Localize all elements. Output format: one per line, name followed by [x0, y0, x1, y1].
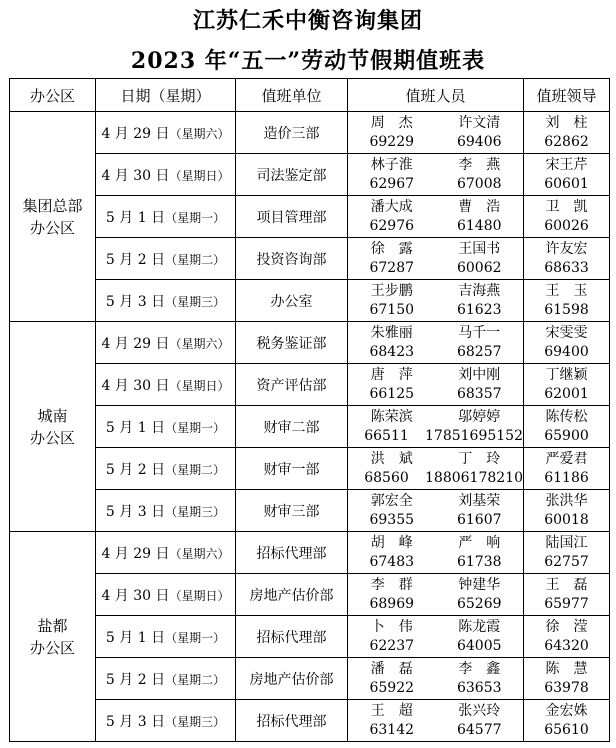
- office-name-line1: 城南: [37, 406, 68, 425]
- leader-phone: 68633: [544, 259, 589, 276]
- header-leader: 值班领导: [524, 79, 610, 112]
- leader-cell: [524, 658, 610, 700]
- table-body: [10, 112, 610, 742]
- staff-phone-row: [348, 469, 523, 488]
- leader-name: 许友宏: [545, 240, 588, 257]
- date-cell: [96, 574, 236, 616]
- leader-phone: 69400: [544, 343, 589, 360]
- date-cell: [96, 112, 236, 154]
- leader-name: 陈 慧: [545, 660, 588, 677]
- date-text: 5 月 1 日: [105, 209, 166, 226]
- staff-name-row: [348, 492, 523, 511]
- date-text: 5 月 3 日: [105, 713, 166, 730]
- leader-phone: 65977: [544, 595, 589, 612]
- staff-phone: 69229: [369, 133, 415, 150]
- duty-unit: 招标代理部: [236, 616, 348, 658]
- duty-unit: 财审二部: [236, 406, 348, 448]
- duty-unit: 房地产估价部: [236, 658, 348, 700]
- header-office: 办公区: [10, 79, 96, 112]
- staff-name-row: [348, 534, 523, 553]
- staff-phone: 62976: [369, 217, 415, 234]
- leader-cell: [524, 280, 610, 322]
- date-cell: [96, 364, 236, 406]
- duty-unit: 办公室: [236, 280, 348, 322]
- date-text: 5 月 1 日: [105, 629, 166, 646]
- leader-phone: 65610: [544, 721, 589, 738]
- staff-phone-row: [348, 259, 523, 278]
- staff-phone: 66125: [369, 385, 415, 402]
- table-row: [10, 448, 610, 490]
- staff-phone-row: [348, 385, 523, 404]
- date-text: 4 月 29 日: [101, 545, 170, 562]
- table-row: [10, 616, 610, 658]
- leader-cell: [524, 406, 610, 448]
- date-text: 5 月 2 日: [105, 461, 166, 478]
- leader-pair: [524, 408, 609, 446]
- leader-pair: [524, 114, 609, 152]
- leader-cell: [524, 112, 610, 154]
- staff-name-row: [348, 282, 523, 301]
- weekday-text: （星期六）: [169, 546, 230, 561]
- duty-unit: 司法鉴定部: [236, 154, 348, 196]
- weekday-text: （星期三）: [165, 714, 226, 729]
- staff-phone: 68257: [456, 343, 502, 360]
- staff-phone-row: [348, 133, 523, 152]
- weekday-text: （星期六）: [169, 336, 230, 351]
- date-text: 4 月 29 日: [101, 125, 170, 142]
- staff-name: 唐 萍: [370, 366, 413, 383]
- leader-cell: [524, 196, 610, 238]
- staff-phone: 61623: [456, 301, 502, 318]
- table-row: [10, 322, 610, 364]
- leader-name: 徐 滢: [545, 618, 588, 635]
- staff-phone: 67483: [369, 553, 415, 570]
- leader-name: 张洪华: [545, 492, 588, 509]
- staff-pairs: [348, 660, 523, 698]
- leader-name: 卫 凯: [545, 198, 588, 215]
- leader-pair: [524, 576, 609, 614]
- leader-cell: [524, 238, 610, 280]
- staff-phone-row: [348, 343, 523, 362]
- staff-cell: [348, 112, 524, 154]
- staff-pairs: [348, 534, 523, 572]
- leader-pair: [524, 492, 609, 530]
- staff-name: 丁 玲: [458, 450, 501, 467]
- leader-phone: 60601: [544, 175, 589, 192]
- staff-cell: [348, 490, 524, 532]
- staff-pairs: [348, 450, 523, 488]
- date-cell: [96, 490, 236, 532]
- leader-phone: 61598: [544, 301, 589, 318]
- staff-cell: [348, 280, 524, 322]
- staff-cell: [348, 574, 524, 616]
- staff-cell: [348, 448, 524, 490]
- leader-phone: 62757: [544, 553, 589, 570]
- staff-name: 卜 伟: [370, 618, 413, 635]
- staff-phone: 67150: [369, 301, 415, 318]
- office-cell: [10, 532, 96, 742]
- leader-name: 严爱君: [545, 450, 588, 467]
- staff-name-row: [348, 450, 523, 469]
- staff-phone: 18806178210: [425, 469, 523, 486]
- staff-cell: [348, 364, 524, 406]
- duty-unit: 招标代理部: [236, 700, 348, 742]
- leader-phone: 60026: [544, 217, 589, 234]
- date-cell: [96, 658, 236, 700]
- staff-name: 潘 磊: [370, 660, 413, 677]
- date-text: 5 月 2 日: [105, 671, 166, 688]
- table-row: [10, 280, 610, 322]
- leader-pair: [524, 450, 609, 488]
- office-name-line2: 办公区: [29, 218, 75, 237]
- leader-name: 陈传松: [545, 408, 588, 425]
- header-unit: 值班单位: [236, 79, 348, 112]
- staff-pairs: [348, 198, 523, 236]
- staff-phone: 63142: [369, 721, 415, 738]
- leader-name: 刘 柱: [545, 114, 588, 131]
- leader-phone: 61186: [544, 469, 589, 486]
- staff-name: 徐 露: [370, 240, 413, 257]
- staff-phone: 62237: [369, 637, 415, 654]
- staff-name-row: [348, 198, 523, 217]
- staff-name: 洪 斌: [370, 450, 413, 467]
- staff-pairs: [348, 618, 523, 656]
- leader-pair: [524, 282, 609, 320]
- duty-unit: 招标代理部: [236, 532, 348, 574]
- staff-phone-row: [348, 427, 523, 446]
- staff-name-row: [348, 618, 523, 637]
- leader-pair: [524, 198, 609, 236]
- office-name-line2: 办公区: [29, 638, 75, 657]
- weekday-text: （星期一）: [165, 420, 226, 435]
- leader-cell: [524, 574, 610, 616]
- staff-name-row: [348, 114, 523, 133]
- staff-name: 邬婷婷: [458, 408, 501, 425]
- leader-pair: [524, 156, 609, 194]
- leader-pair: [524, 324, 609, 362]
- leader-cell: [524, 322, 610, 364]
- staff-cell: [348, 196, 524, 238]
- leader-phone: 60018: [544, 511, 589, 528]
- leader-pair: [524, 366, 609, 404]
- office-name-line1: 盐都: [37, 616, 68, 635]
- weekday-text: （星期日）: [169, 168, 230, 183]
- staff-name: 林子淮: [370, 156, 413, 173]
- staff-name: 刘基荣: [458, 492, 501, 509]
- leader-name: 王 磊: [545, 576, 588, 593]
- leader-phone: 62862: [544, 133, 589, 150]
- date-cell: [96, 280, 236, 322]
- staff-name: 曹 浩: [458, 198, 501, 215]
- staff-name: 王步鹏: [370, 282, 413, 299]
- date-cell: [96, 700, 236, 742]
- leader-cell: [524, 532, 610, 574]
- document-subtitle: 2023 年“五一”劳动节假期值班表: [130, 48, 486, 74]
- staff-cell: [348, 700, 524, 742]
- staff-phone: 64005: [456, 637, 502, 654]
- leader-name: 王 玉: [545, 282, 588, 299]
- staff-pairs: [348, 408, 523, 446]
- leader-name: 陆国江: [545, 534, 588, 551]
- staff-phone: 68423: [369, 343, 415, 360]
- weekday-text: （星期二）: [165, 672, 226, 687]
- duty-roster-table: [9, 78, 610, 742]
- header-staff: 值班人员: [348, 79, 524, 112]
- table-row: [10, 238, 610, 280]
- weekday-text: （星期日）: [169, 588, 230, 603]
- duty-unit: 投资咨询部: [236, 238, 348, 280]
- staff-name: 陈荣滨: [370, 408, 413, 425]
- duty-unit: 税务鉴证部: [236, 322, 348, 364]
- staff-phone-row: [348, 301, 523, 320]
- staff-phone: 67287: [369, 259, 415, 276]
- staff-cell: [348, 154, 524, 196]
- office-name-line1: 集团总部: [22, 196, 83, 215]
- table-row: [10, 196, 610, 238]
- staff-name: 郭宏全: [370, 492, 413, 509]
- date-text: 5 月 3 日: [105, 503, 166, 520]
- leader-cell: [524, 616, 610, 658]
- staff-name: 李 鑫: [458, 660, 501, 677]
- weekday-text: （星期三）: [165, 294, 226, 309]
- leader-cell: [524, 154, 610, 196]
- date-text: 5 月 2 日: [105, 251, 166, 268]
- staff-phone: 68969: [369, 595, 415, 612]
- leader-phone: 62001: [544, 385, 589, 402]
- weekday-text: （星期一）: [165, 210, 226, 225]
- staff-name: 吉海燕: [458, 282, 501, 299]
- staff-phone: 67008: [456, 175, 502, 192]
- staff-name: 陈龙霞: [458, 618, 501, 635]
- staff-pairs: [348, 324, 523, 362]
- weekday-text: （星期三）: [165, 504, 226, 519]
- office-cell: [10, 112, 96, 322]
- date-text: 5 月 1 日: [105, 419, 166, 436]
- office-name-line2: 办公区: [29, 428, 75, 447]
- staff-phone: 61480: [456, 217, 502, 234]
- staff-name-row: [348, 660, 523, 679]
- staff-name: 张兴玲: [458, 702, 501, 719]
- staff-name: 胡 峰: [370, 534, 413, 551]
- staff-phone: 69406: [456, 133, 502, 150]
- leader-pair: [524, 702, 609, 740]
- staff-name: 马千一: [458, 324, 501, 341]
- leader-name: 宋王芹: [545, 156, 588, 173]
- office-cell: [10, 322, 96, 532]
- duty-unit: 造价三部: [236, 112, 348, 154]
- leader-cell: [524, 448, 610, 490]
- table-row: [10, 364, 610, 406]
- table-row: [10, 112, 610, 154]
- table-row: [10, 700, 610, 742]
- date-text: 4 月 30 日: [101, 167, 170, 184]
- weekday-text: （星期日）: [169, 378, 230, 393]
- staff-pairs: [348, 114, 523, 152]
- staff-name-row: [348, 366, 523, 385]
- staff-name: 李 燕: [458, 156, 501, 173]
- document-title: 江苏仁禾中衡咨询集团: [192, 8, 423, 34]
- date-cell: [96, 154, 236, 196]
- staff-phone: 69355: [369, 511, 415, 528]
- staff-name-row: [348, 156, 523, 175]
- table-row: [10, 154, 610, 196]
- staff-cell: [348, 658, 524, 700]
- staff-phone: 61738: [456, 553, 502, 570]
- staff-name: 王 超: [370, 702, 413, 719]
- date-text: 4 月 30 日: [101, 587, 170, 604]
- staff-phone-row: [348, 175, 523, 194]
- leader-pair: [524, 240, 609, 278]
- date-text: 5 月 3 日: [105, 293, 166, 310]
- staff-pairs: [348, 156, 523, 194]
- duty-unit: 资产评估部: [236, 364, 348, 406]
- date-cell: [96, 406, 236, 448]
- leader-pair: [524, 534, 609, 572]
- header-date: 日期（星期）: [96, 79, 236, 112]
- staff-name: 严 响: [458, 534, 501, 551]
- staff-phone-row: [348, 595, 523, 614]
- staff-phone: 68560: [364, 469, 409, 486]
- leader-name: 金宏姝: [545, 702, 588, 719]
- duty-unit: 财审一部: [236, 448, 348, 490]
- staff-phone-row: [348, 511, 523, 530]
- leader-phone: 65900: [544, 427, 589, 444]
- duty-unit: 项目管理部: [236, 196, 348, 238]
- staff-pairs: [348, 240, 523, 278]
- staff-name-row: [348, 324, 523, 343]
- table-row: [10, 658, 610, 700]
- staff-pairs: [348, 492, 523, 530]
- date-cell: [96, 616, 236, 658]
- table-row: [10, 574, 610, 616]
- date-text: 4 月 29 日: [101, 335, 170, 352]
- staff-phone-row: [348, 217, 523, 236]
- date-cell: [96, 322, 236, 364]
- staff-name: 王国书: [458, 240, 501, 257]
- staff-cell: [348, 532, 524, 574]
- staff-phone: 65922: [369, 679, 415, 696]
- leader-cell: [524, 364, 610, 406]
- staff-phone: 17851695152: [425, 427, 523, 444]
- staff-phone: 62967: [369, 175, 415, 192]
- leader-phone: 63978: [544, 679, 589, 696]
- duty-unit: 财审三部: [236, 490, 348, 532]
- staff-cell: [348, 322, 524, 364]
- weekday-text: （星期二）: [165, 252, 226, 267]
- staff-phone-row: [348, 721, 523, 740]
- staff-pairs: [348, 366, 523, 404]
- table-row: [10, 406, 610, 448]
- staff-name: 李 群: [370, 576, 413, 593]
- table-header-row: [10, 79, 610, 112]
- staff-name: 周 杰: [370, 114, 413, 131]
- staff-pairs: [348, 702, 523, 740]
- date-cell: [96, 532, 236, 574]
- date-text: 4 月 30 日: [101, 377, 170, 394]
- staff-name: 钟建华: [458, 576, 501, 593]
- staff-phone: 64577: [456, 721, 502, 738]
- leader-name: 丁继颖: [545, 366, 588, 383]
- staff-name: 朱雅丽: [370, 324, 413, 341]
- weekday-text: （星期一）: [165, 630, 226, 645]
- staff-phone-row: [348, 637, 523, 656]
- leader-cell: [524, 490, 610, 532]
- staff-name: 潘大成: [370, 198, 413, 215]
- staff-name-row: [348, 240, 523, 259]
- staff-name-row: [348, 408, 523, 427]
- staff-cell: [348, 238, 524, 280]
- staff-phone: 63653: [456, 679, 502, 696]
- staff-phone: 60062: [456, 259, 502, 276]
- staff-cell: [348, 406, 524, 448]
- staff-name: 刘中刚: [458, 366, 501, 383]
- date-cell: [96, 196, 236, 238]
- staff-phone-row: [348, 553, 523, 572]
- staff-pairs: [348, 282, 523, 320]
- leader-cell: [524, 700, 610, 742]
- weekday-text: （星期二）: [165, 462, 226, 477]
- staff-phone: 61607: [456, 511, 502, 528]
- table-row: [10, 532, 610, 574]
- leader-pair: [524, 618, 609, 656]
- date-cell: [96, 238, 236, 280]
- staff-name-row: [348, 576, 523, 595]
- staff-phone: 68357: [456, 385, 502, 402]
- duty-unit: 房地产估价部: [236, 574, 348, 616]
- leader-phone: 64320: [544, 637, 589, 654]
- date-cell: [96, 448, 236, 490]
- staff-name-row: [348, 702, 523, 721]
- leader-pair: [524, 660, 609, 698]
- staff-pairs: [348, 576, 523, 614]
- staff-cell: [348, 616, 524, 658]
- weekday-text: （星期六）: [169, 126, 230, 141]
- staff-phone: 66511: [364, 427, 409, 444]
- staff-name: 许文清: [458, 114, 501, 131]
- staff-phone-row: [348, 679, 523, 698]
- staff-phone: 65269: [456, 595, 502, 612]
- leader-name: 宋雯雯: [545, 324, 588, 341]
- table-row: [10, 490, 610, 532]
